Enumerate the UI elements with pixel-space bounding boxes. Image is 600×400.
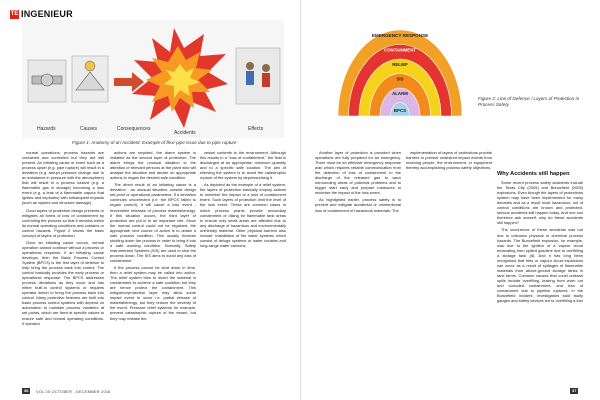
article-column-6 <box>497 150 583 305</box>
magazine-logo <box>10 8 73 20</box>
paragraph: The occurrence of these accidents was not due to unknown physical or chemical process hazards. The Buncefield explosion, for example, was due to the ignition of a vapour cloud emanating from spilled gasoline due to overfilling a storage tank (8). And it has long been recognised that fires or vapour cloud explosions can occur as a result of spillages of flammable materials from above-ground storage tanks in tank farms. Common causes that could unleash spills include overfilling, leaking from worn out and corroded containment, and loss of containment due to pipeline ruptures. In the Buncefield incident, investigators said faulty gauges and safety devices led to overfilling a fuel <box>497 227 583 304</box>
article-column-1 <box>22 150 104 328</box>
paragraph: Some recent process safety accidents include the Texas City (2005) and Buncefield (2005) explosions. Even though the layers of protections system may have been implemented for many decades and as a result most hazardous, out of control conditions are known and protected, serious accidents still happen today. And one can therefore ask oneself, why do these accidents still happen? <box>497 180 583 226</box>
article-column-2 <box>110 150 196 323</box>
paragraph: As depicted as the example of a relief system, the layers of protection basically employ actions to minimise the impact of a loss of containment event. Such layers of protection limit the level of the loss event. These are common cases in which process plants provide secondary containment or diking for flammable tank areas to ensure only small areas are affected due to any discharge of hazardous and environmentally unfriendly material. Other physical barriers also include: installation of fire water systems which consist of deluge systems or water curtains and long-range water cannons. <box>200 182 286 248</box>
paragraph: Once an initiating cause occurs, normal operation cannot continue without a process or operational response. If an initiating cause develops, then the Basic Process Control System (BPCS) is the first layer of defence to help bring the process back into control. The control basically provides the early process or operational response. The BPCS addresses process deviations as they occur and has either built-in control systems or requires operator action to bring the process back into control. Many protective features are built into basic process control systems with depend on automation to maintain process variables at set points, which are fixed at specific values to ensure safe and normal operating conditions. If operator <box>22 239 104 326</box>
paragraph: If the process cannot be shut down in time, then a relief system may be called into action. The relief system tries to divert the material in containment to achieve a safe condition but they are hence protect the containment. This mitigation/protection layer may allow some impact event to occur i.e. partial release of material/energy, but they reduce the severity of the event. Pressure relief systems for example, prevent catastrophic rupture of the vessel, but they may release the <box>110 265 196 321</box>
article-column-4 <box>315 150 401 215</box>
paragraph: vessel contents to the environment. Although this results in a "loss of containment," the fluid is discharged at an appropriate, minimum quantity and to a specific safe location. The aim of relieving the system is to avoid the catastrophic rupture of the system by depressurising it. <box>200 150 286 181</box>
paragraph: Good layers of protection design prevents or mitigates all forms of loss of containment by controlling the process so that it remains within its normal operating conditions and contains or control hazards. Figure 2 shows the basic concept of layers of protection. <box>22 207 104 238</box>
left-footer-text: VOL 00 OCTOBER - DECEMBER 2016 <box>36 389 111 394</box>
causes-panel <box>72 56 108 102</box>
section-heading: Why Accidents still happen <box>497 171 570 177</box>
paragraph: The direct result of an initiating cause is a deviation - an unusual situation, outside design set-point or operational parameters. If a deviation continues uncorrected (i.e. the BPCS failed to regain control), it will cause a loss event - irreversible releases of process material/energy. If this situation occurs, the third layer of protection are put in to an important role. Since the normal control could not be regained, the appropriate next course of action is to obtain a safe process condition. This usually involves shutting down the process in order to bring it into a safe working condition. Normally, Safety Instrumented Systems (SIS) are used to shut the process down. The SIS aims to avoid any loss of containment. <box>110 182 196 263</box>
label-consequences: Consequences <box>117 126 151 132</box>
paragraph: normal operations, process hazards are contained and controlled but they are still present. An initiating cause or event such as a process upset (e.g. pipe rupture) will result in a deviation (e.g. abrupt pressure change due to an imbalance in pressure with the atmosphere) that will result in a process hazard (e.g. a flammable gas in storage) becoming a loss event (e.g. a leak of a flammable vapour that ignites and explodes) with subsequent impacts (such as injuries and structure damage). <box>22 150 104 206</box>
article-column-5 <box>406 150 492 172</box>
paragraph: actions are required, the alarm system is installed as the second layer of protection. The alarm brings the unusual situation to the attention of relevant persons at the plant who will analyse the situation and decide on appropriate actions to regain the desired safe condition. <box>110 150 196 181</box>
protection-layer-label: BPCS <box>393 108 407 113</box>
figure2-layers-diagram <box>335 20 465 118</box>
label-hazards: Hazards <box>37 126 56 132</box>
logo-text: INGENIEUR <box>21 9 73 19</box>
figure1-caption: Figure 1: Anatomy of an Accident: Example of flexi-pipe issue due to pipe rupture <box>72 140 237 145</box>
label-accidents: Accidents <box>174 130 196 136</box>
protection-layer-label: SIS <box>396 76 404 82</box>
protection-layer-label: ALARM <box>392 91 408 96</box>
page-divider <box>300 0 301 400</box>
effects-panel <box>236 48 280 104</box>
label-causes: Causes <box>80 126 97 132</box>
protection-layer-label: RELIEF <box>392 62 408 67</box>
logo-badge: TE <box>10 11 19 17</box>
paragraph: As highlighted earlier, process safety is to prevent and mitigate accidental or unintentional loss of containment of hazardous materials. The <box>315 197 401 213</box>
left-page-number: 36 <box>24 388 29 393</box>
hazards-panel <box>28 60 66 102</box>
protection-layer-label: EMERGENCY RESPONSE <box>371 33 429 38</box>
right-page-number: 37 <box>572 388 577 393</box>
figure1-illustration <box>22 20 284 138</box>
paragraph: Another layer of protection is provided when operations are fully prepared for an emergency. There must be an effective emergency response plan which requires reliable communication from the detection of loss of containment to the discharge of the released gas to warn surrounding areas of potential problems and to trigger start early and prepare measures to minimise the impact of the loss event. <box>315 150 401 196</box>
protection-layer-label: CONTAINMENT <box>383 47 417 53</box>
paragraph: implementation of layers of protections provide barriers to prevent undesired impact events from reaching people, the environment, or equipment thereby accomplishing process safety objectives. <box>406 150 492 171</box>
label-effects: Effects <box>248 126 264 132</box>
figure2-caption: Figure 2: Line of Defence / Layers of Protection in Process Safety <box>478 96 580 107</box>
article-column-3 <box>200 150 286 250</box>
